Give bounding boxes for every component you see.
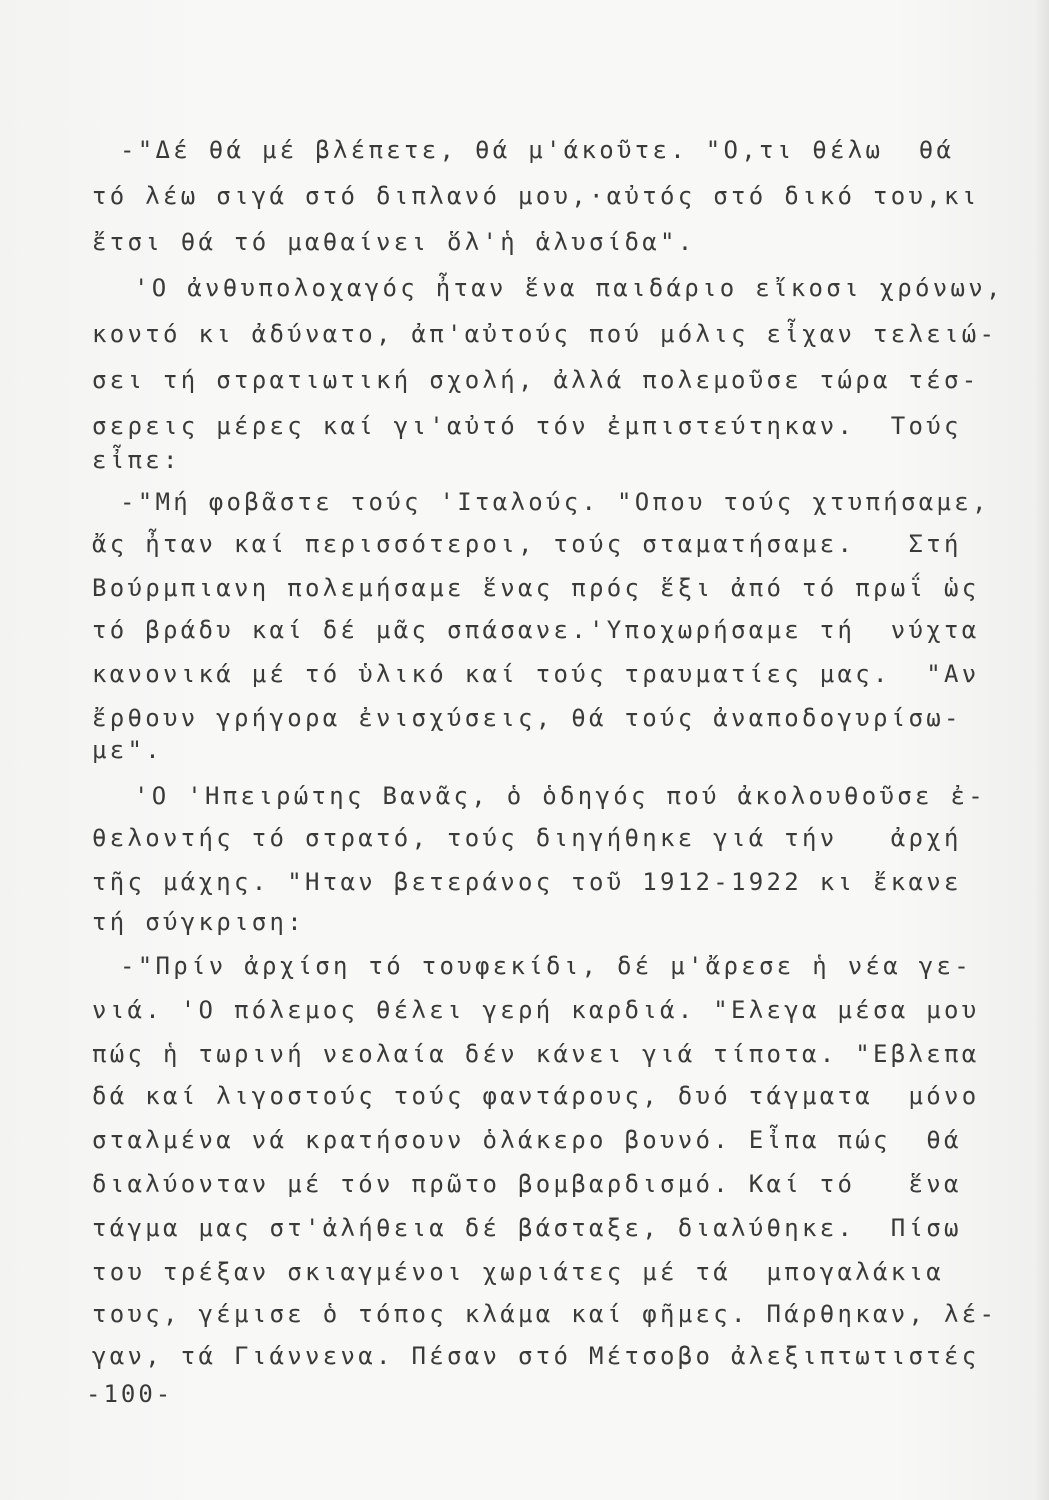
- text-line: σταλμένα νά κρατήσουν ὁλάκερο βουνό. Εἶπα πώς θά: [92, 1126, 962, 1154]
- text-line: τό βράδυ καί δέ μᾶς σπάσανε.'Υποχωρήσαμε τή νύχτα: [92, 616, 980, 644]
- text-line: ἄς ἦταν καί περισσότεροι, τούς σταματήσαμε. Στή: [92, 530, 962, 558]
- text-line: του τρέξαν σκιαγμένοι χωριάτες μέ τά μπογαλάκια: [92, 1258, 944, 1286]
- text-line: κανονικά μέ τό ὑλικό καί τούς τραυματίες μας. "Αν: [92, 660, 980, 688]
- text-line: πώς ἡ τωρινή νεολαία δέν κάνει γιά τίποτα. "Εβλεπα: [92, 1040, 980, 1068]
- text-line: τῆς μάχης. "Ηταν βετεράνος τοῦ 1912-1922 κι ἔκανε: [92, 868, 962, 896]
- page-edge-shadow: [1035, 0, 1049, 1500]
- text-line: Βούρμπιανη πολεμήσαμε ἕνας πρός ἕξι ἀπό τό πρωΐ ὡς: [92, 574, 980, 602]
- text-line: σερεις μέρες καί γι'αὐτό τόν ἐμπιστεύτηκαν. Τούς: [92, 412, 962, 440]
- text-line: εἶπε:: [92, 446, 181, 474]
- text-line: -"Πρίν ἀρχίση τό τουφεκίδι, δέ μ'ἄρεσε ἡ νέα γε-: [120, 952, 972, 980]
- text-line: τους, γέμισε ὁ τόπος κλάμα καί φῆμες. Πάρθηκαν, λέ-: [92, 1300, 998, 1328]
- text-line: κοντό κι ἀδύνατο, ἀπ'αὐτούς πού μόλις εἶχαν τελειώ-: [92, 320, 998, 348]
- text-line: σει τή στρατιωτική σχολή, ἀλλά πολεμοῦσε τώρα τέσ-: [92, 366, 980, 394]
- text-line: ἔρθουν γρήγορα ἐνισχύσεις, θά τούς ἀναποδογυρίσω-: [92, 704, 962, 732]
- text-line: δά καί λιγοστούς τούς φαντάρους, δυό τάγματα μόνο: [92, 1082, 980, 1110]
- text-line: τό λέω σιγά στό διπλανό μου,·αὐτός στό δικό του,κι: [92, 182, 980, 210]
- text-line: 'Ο 'Ηπειρώτης Βανᾶς, ὁ ὁδηγός πού ἀκολουθοῦσε ἐ-: [134, 782, 986, 810]
- text-line: νιά. 'Ο πόλεμος θέλει γερή καρδιά. "Ελεγα μέσα μου: [92, 996, 980, 1024]
- text-line: γαν, τά Γιάννενα. Πέσαν στό Μέτσοβο ἀλεξιπτωτιστές: [92, 1342, 980, 1370]
- text-line: -"Δέ θά μέ βλέπετε, θά μ'άκοῦτε. "Ο,τι θέλω θά: [120, 136, 955, 164]
- text-line: -"Μή φοβᾶστε τούς 'Ιταλούς. "Οπου τούς χτυπήσαμε,: [120, 488, 990, 516]
- text-line: 'Ο ἀνθυπολοχαγός ἦταν ἕνα παιδάριο εἴκοσι χρόνων,: [134, 274, 1004, 302]
- page-number: -100-: [86, 1380, 174, 1408]
- text-line: θελοντής τό στρατό, τούς διηγήθηκε γιά τήν ἀρχή: [92, 824, 962, 852]
- text-line: τή σύγκριση:: [92, 908, 305, 936]
- text-line: ἔτσι θά τό μαθαίνει ὅλ'ἡ ἁλυσίδα".: [92, 228, 696, 256]
- text-line: διαλύονταν μέ τόν πρῶτο βομβαρδισμό. Καί τό ἕνα: [92, 1170, 962, 1198]
- text-line: τάγμα μας στ'ἀλήθεια δέ βάσταξε, διαλύθηκε. Πίσω: [92, 1214, 962, 1242]
- text-line: με".: [92, 736, 163, 764]
